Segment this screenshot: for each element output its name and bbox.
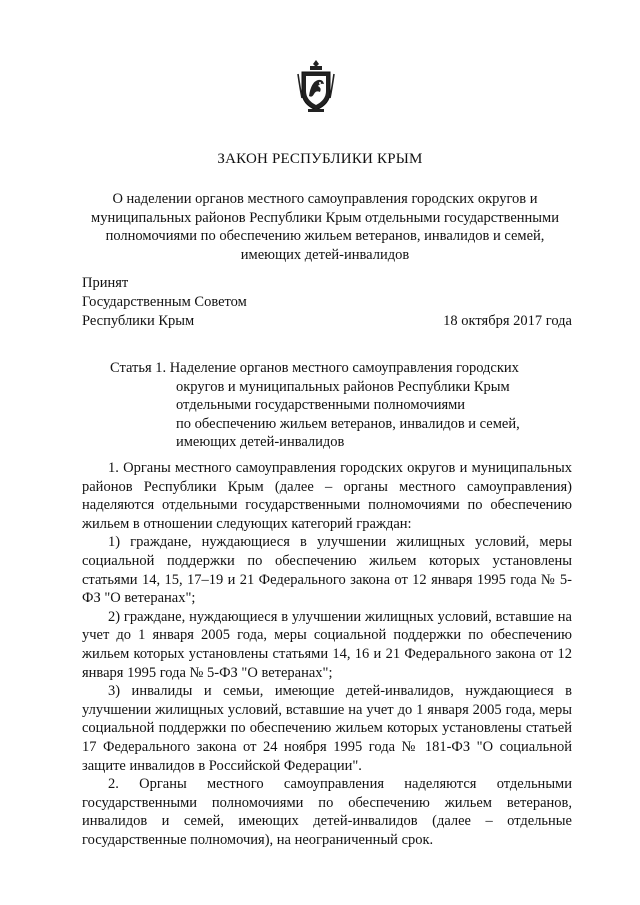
article-heading	[110, 359, 580, 452]
body-paragraph: 3) инвалиды и семьи, имеющие детей-инвалидов, нуждающиеся в улучшении жилищных условий, вставшие на учет до 1 января 2005 года, меры социальной поддержки по обеспечению жильем которых установлены статьей 17 Федерального закона от 24 ноября 1995 года № 181-ФЗ "О социальной защите инвалидов в Российской Федерации".	[82, 683, 572, 774]
adopted-line: Принят	[82, 275, 129, 291]
body-paragraph: 2. Органы местного самоуправления наделяются отдельными государственными полномочиями по обеспечению жильем ветеранов, инвалидов и семей, имеющих детей-инвалидов (далее – отдельные государственные полномочия), на неограниченный срок.	[82, 776, 572, 848]
body-paragraph: 1. Органы местного самоуправления городских округов и муниципальных районов Республики Крым (далее – органы местного самоуправления) наделяются отдельными государственными полномочиями по обеспечению жильем в отношении следующих категорий граждан:	[82, 460, 572, 532]
article-body	[82, 459, 572, 849]
adopted-line: Государственным Советом	[82, 294, 247, 310]
adopted-block	[82, 274, 247, 331]
law-subtitle: О наделении органов местного самоуправления городских округов и муниципальных районов Республики Крым отдельными государственными полномочиями по обеспечению жильем ветеранов, инвалидов и семей, имеющих детей-инвалидов	[91, 191, 559, 263]
article-heading-line: по обеспечению жильем ветеранов, инвалидов и семей,	[176, 415, 520, 432]
article-heading-line: Статья 1. Наделение органов местного самоуправления городских	[110, 360, 519, 376]
law-title: ЗАКОН РЕСПУБЛИКИ КРЫМ	[217, 151, 423, 167]
adopted-date: 18 октября 2017 года	[443, 313, 572, 329]
body-paragraph: 1) граждане, нуждающиеся в улучшении жилищных условий, меры социальной поддержки по обеспечению жильем которых установлены статьями 14, 15, 17–19 и 21 Федерального закона от 12 января 1995 года № 5-ФЗ "О ветеранах";	[82, 534, 572, 607]
body-paragraph: 2) граждане, нуждающиеся в улучшении жилищных условий, вставшие на учет до 1 января 2005 года, меры социальной поддержки по обеспечению жильем которых установлены статьями 14, 16 и 21 Федерального закона от 12 января 1995 года № 5-ФЗ "О ветеранах";	[82, 608, 572, 681]
adopted-line: Республики Крым	[82, 313, 195, 329]
coat-of-arms-emblem	[296, 58, 336, 114]
article-heading-line: отдельными государственными полномочиями	[176, 397, 466, 413]
article-heading-line: округов и муниципальных районов Республики Крым	[176, 378, 510, 395]
article-heading-line: имеющих детей-инвалидов	[176, 434, 345, 450]
